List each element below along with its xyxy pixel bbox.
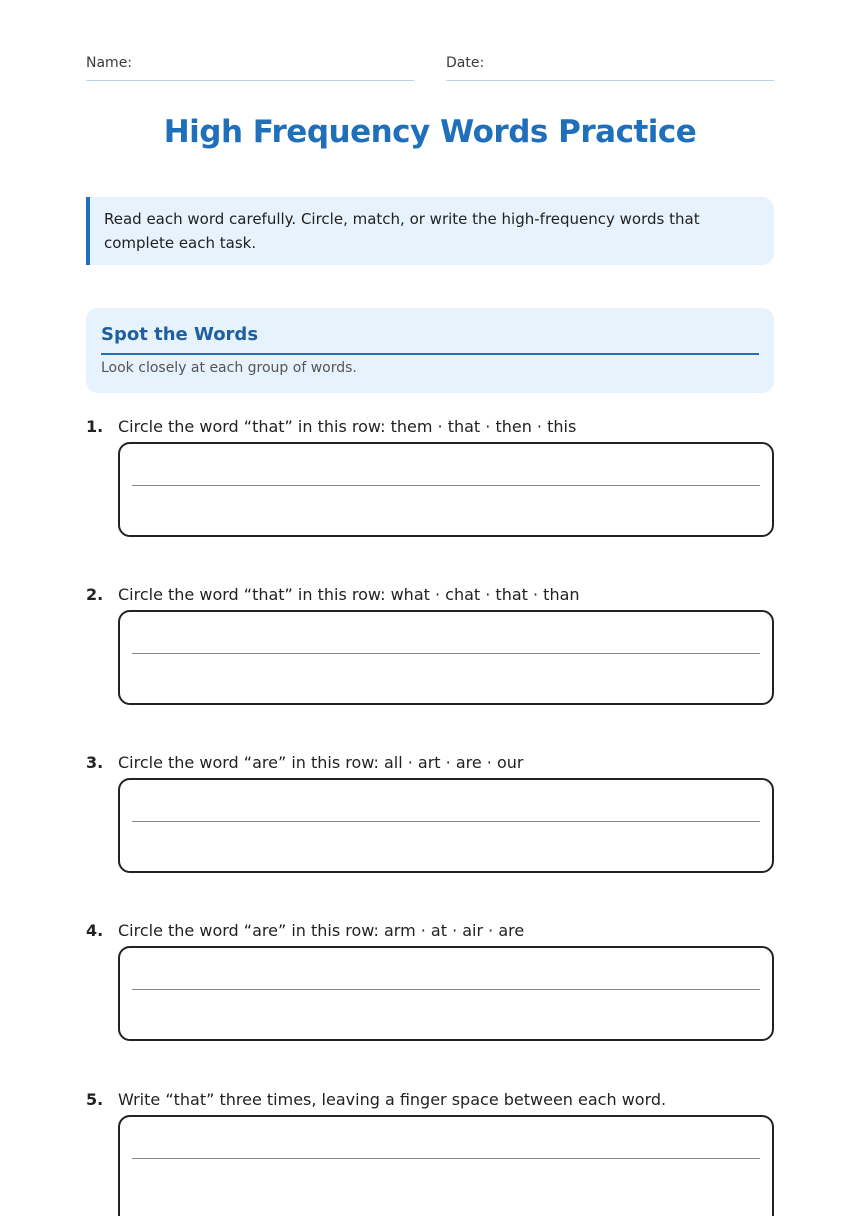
section-subtitle: Look closely at each group of words.: [101, 360, 357, 376]
section-header: [86, 308, 774, 393]
instructions-text: Read each word carefully. Circle, match, or write the high-frequency words that complete each task.: [104, 210, 700, 252]
header-fields: [86, 54, 774, 80]
writing-line: [132, 1158, 760, 1159]
writing-line: [132, 989, 760, 990]
question-4: [86, 921, 774, 1061]
writing-line: [132, 653, 760, 654]
question-1: [86, 417, 774, 557]
question-text: Circle the word “are” in this row: all · art · are · our: [118, 753, 524, 772]
name-field[interactable]: [86, 54, 414, 81]
question-3: [86, 753, 774, 893]
instructions-box: [86, 197, 774, 265]
writing-line: [132, 821, 760, 822]
name-label: Name:: [86, 55, 133, 71]
question-text: Circle the word “are” in this row: arm · at · air · are: [118, 921, 525, 940]
question-number: 2.: [86, 585, 104, 604]
writing-line: [132, 485, 760, 486]
question-number: 1.: [86, 417, 104, 436]
answer-box[interactable]: [118, 946, 774, 1041]
date-label: Date:: [446, 55, 485, 71]
question-text: Circle the word “that” in this row: them · that · then · this: [118, 417, 577, 436]
section-title: Spot the Words: [101, 323, 759, 355]
answer-box[interactable]: [118, 1115, 774, 1216]
answer-box[interactable]: [118, 610, 774, 705]
question-number: 5.: [86, 1090, 104, 1109]
question-5: [86, 1090, 774, 1216]
question-2: [86, 585, 774, 725]
question-number: 3.: [86, 753, 104, 772]
question-text: Write “that” three times, leaving a finger space between each word.: [118, 1090, 667, 1109]
page-title: High Frequency Words Practice: [163, 114, 697, 150]
question-text: Circle the word “that” in this row: what · chat · that · than: [118, 585, 580, 604]
question-number: 4.: [86, 921, 104, 940]
date-field[interactable]: [446, 54, 774, 81]
answer-box[interactable]: [118, 442, 774, 537]
answer-box[interactable]: [118, 778, 774, 873]
